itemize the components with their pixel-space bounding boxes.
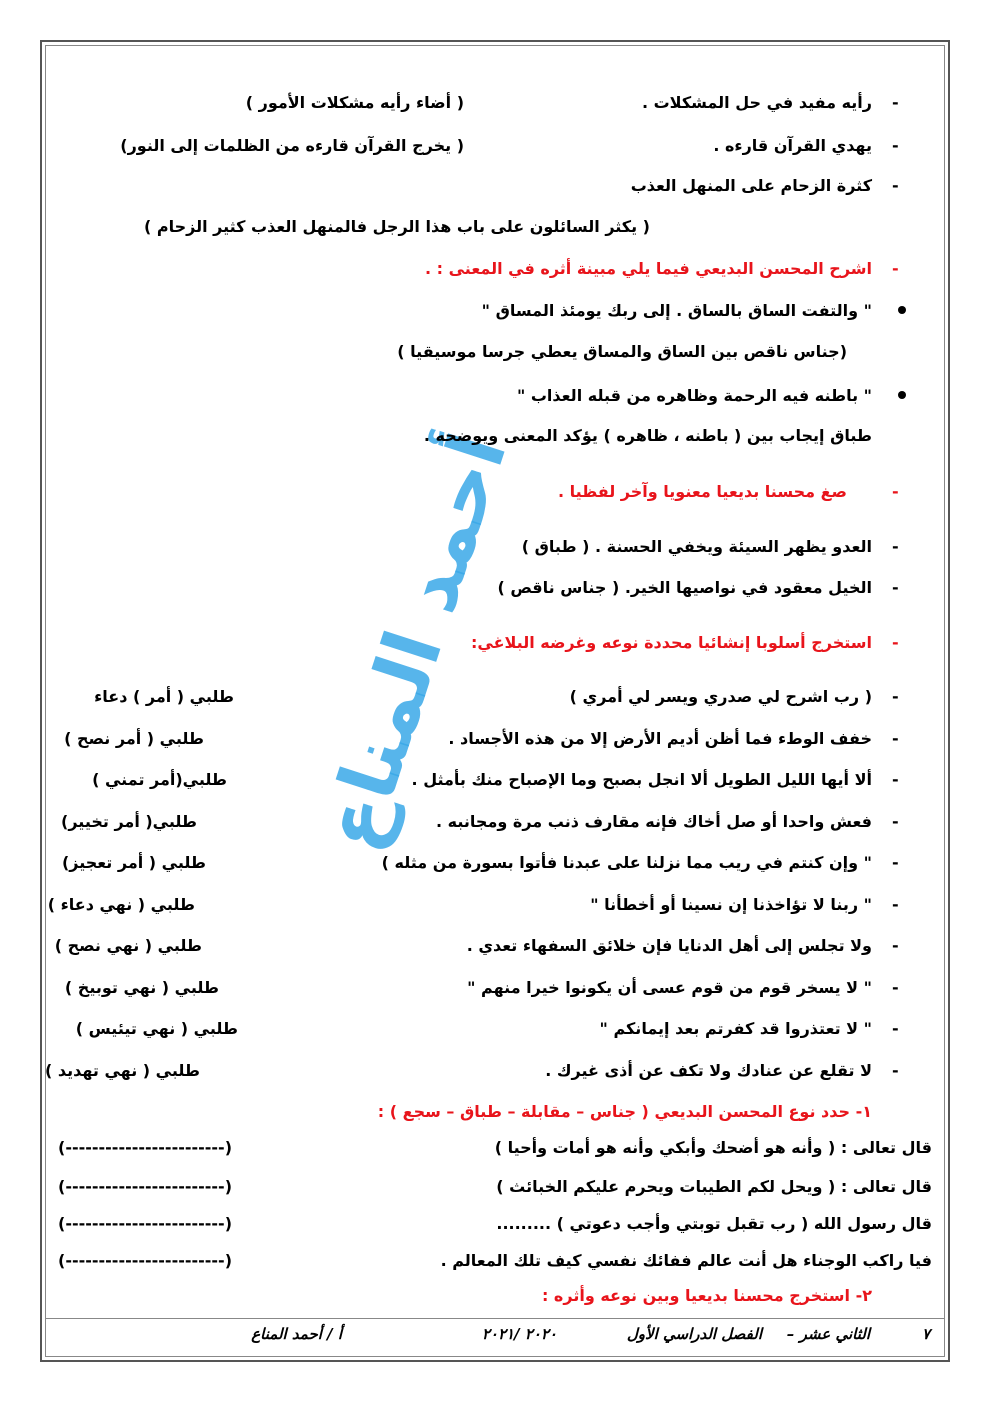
heading-explain: اشرح المحسن البديعي فيما يلي مبينة أثره في المعنى : . xyxy=(425,259,872,278)
style-text: ولا تجلس إلى أهل الدنايا فإن خلائق السفهاء تعدي . xyxy=(466,936,872,955)
dash-bullet: - xyxy=(892,259,899,278)
style-text: ( رب اشرح لي صدري ويسر لي أمري ) xyxy=(569,687,872,706)
dash-bullet: - xyxy=(892,482,899,501)
dash-bullet: - xyxy=(892,1019,899,1038)
heading-compose: صغ محسنا بديعيا معنويا وآخر لفظيا . xyxy=(557,482,847,501)
style-text: ألا أيها الليل الطويل ألا انجل بصبح وما الإصباح منك بأمثل . xyxy=(411,770,872,789)
line-2-answer: ( يخرج القرآن قارءه من الظلمات إلى النور) xyxy=(120,136,464,155)
heading-identify: ١- حدد نوع المحسن البديعي ( جناس – مقابلة – طباق – سجع ) : xyxy=(377,1102,872,1121)
dash-bullet: - xyxy=(892,578,899,597)
style-answer: طلبي ( نهي نصح ) xyxy=(54,936,202,955)
round-bullet xyxy=(898,391,906,399)
dash-bullet: - xyxy=(892,853,899,872)
style-answer: طلبي ( أمر ) دعاء xyxy=(94,687,234,706)
dash-bullet: - xyxy=(892,687,899,706)
compose-1: العدو يظهر السيئة ويخفي الحسنة . ( طباق ) xyxy=(521,537,872,556)
style-text: فعش واحدا أو صل أخاك فإنه مقارف ذنب مرة ومجانبه . xyxy=(436,812,872,831)
answer-blank[interactable]: (------------------------) xyxy=(58,1177,232,1196)
style-answer: طلبي(أمر تمني ) xyxy=(92,770,227,789)
dash-bullet: - xyxy=(892,936,899,955)
heading-extract: استخرج أسلوبا إنشائيا محددة نوعه وغرضه البلاغي: xyxy=(471,633,872,652)
line-3: كثرة الزحام على المنهل العذب xyxy=(630,176,872,195)
dash-bullet: - xyxy=(892,895,899,914)
line-1: رأيه مفيد في حل المشكلات . xyxy=(641,93,872,112)
style-answer: طلبي ( نهي تهديد ) xyxy=(44,1061,200,1080)
line-1-answer: ( أضاء رأيه مشكلات الأمور ) xyxy=(245,93,464,112)
style-text: خفف الوطء فما أظن أديم الأرض إلا من هذه الأجساد . xyxy=(448,729,872,748)
compose-2: الخيل معقود في نواصيها الخير. ( جناس ناقص ) xyxy=(497,578,872,597)
footer-rule xyxy=(46,1318,944,1319)
heading-extract-rhetoric: ٢- استخرج محسنا بديعيا وبين نوعه وأثره : xyxy=(541,1286,872,1305)
answer-blank[interactable]: (------------------------) xyxy=(58,1214,232,1233)
dash-bullet: - xyxy=(892,729,899,748)
style-text: " لا يسخر قوم من قوم عسى أن يكونوا خيرا منهم " xyxy=(467,978,872,997)
dash-bullet: - xyxy=(892,978,899,997)
style-text: " ربنا لا تؤاخذنا إن نسينا أو أخطأنا " xyxy=(590,895,872,914)
exercise-text: قال تعالى : ( ويحل لكم الطيبات ويحرم عليكم الخبائث ) xyxy=(496,1177,932,1196)
dash-bullet: - xyxy=(892,770,899,789)
style-answer: طلبي( أمر تخيير) xyxy=(61,812,197,831)
style-answer: طلبي ( أمر تعجيز) xyxy=(61,853,206,872)
style-text: " وإن كنتم في ريب مما نزلنا على عبدنا فأتوا بسورة من مثله ) xyxy=(381,853,872,872)
dash-bullet: - xyxy=(892,812,899,831)
answer-2: طباق إيجاب بين ( باطنه ، ظاهره ) يؤكد المعنى ويوضحه . xyxy=(423,426,872,445)
dash-bullet: - xyxy=(892,93,899,112)
dash-bullet: - xyxy=(892,1061,899,1080)
dash-bullet: - xyxy=(892,633,899,652)
line-2: يهدي القرآن قارءه . xyxy=(713,136,872,155)
answer-blank[interactable]: (------------------------) xyxy=(58,1251,232,1270)
style-answer: طلبي ( نهي تيئيس ) xyxy=(75,1019,238,1038)
quote-2: " باطنه فيه الرحمة وظاهره من قبله العذاب " xyxy=(516,386,872,405)
footer-year: ٢٠٢٠ /٢٠٢١ xyxy=(481,1325,557,1343)
exercise-text: فيا راكب الوجناء هل أنت عالم ففائك نفسي كيف تلك المعالم . xyxy=(440,1251,932,1270)
footer-teacher: أ / أحمد المناع xyxy=(251,1325,342,1343)
dash-bullet: - xyxy=(892,136,899,155)
exercise-text: قال تعالى : ( وأنه هو أضحك وأبكي وأنه هو أمات وأحيا ) xyxy=(494,1138,932,1157)
answer-blank[interactable]: (------------------------) xyxy=(58,1138,232,1157)
watermark-text: أحمد المناع xyxy=(306,423,525,861)
line-4: ( يكثر السائلون على باب هذا الرجل فالمنهل العذب كثير الزحام ) xyxy=(144,217,650,236)
style-answer: طلبي ( نهي توبيخ ) xyxy=(64,978,219,997)
quote-1: " والتفت الساق بالساق . إلى ربك يومئذ المساق " xyxy=(481,301,872,320)
round-bullet xyxy=(898,306,906,314)
dash-bullet: - xyxy=(892,176,899,195)
style-answer: طلبي ( أمر نصح ) xyxy=(64,729,204,748)
page-number: ٧ xyxy=(922,1325,931,1343)
footer-semester: الفصل الدراسي الأول xyxy=(626,1325,762,1343)
style-text: لا تقلع عن عنادك ولا تكف عن أذى غيرك . xyxy=(545,1061,872,1080)
dash-bullet: - xyxy=(892,537,899,556)
exercise-text: قال رسول الله ( رب تقبل توبتي وأجب دعوتي ) ......... xyxy=(496,1214,932,1233)
style-answer: طلبي ( نهي دعاء ) xyxy=(47,895,195,914)
answer-1: (جناس ناقص بين الساق والمساق يعطي جرسا موسيقيا ) xyxy=(397,342,847,361)
footer-grade: الثاني عشر – xyxy=(786,1325,870,1343)
style-text: " لا تعتذروا قد كفرتم بعد إيمانكم " xyxy=(599,1019,872,1038)
